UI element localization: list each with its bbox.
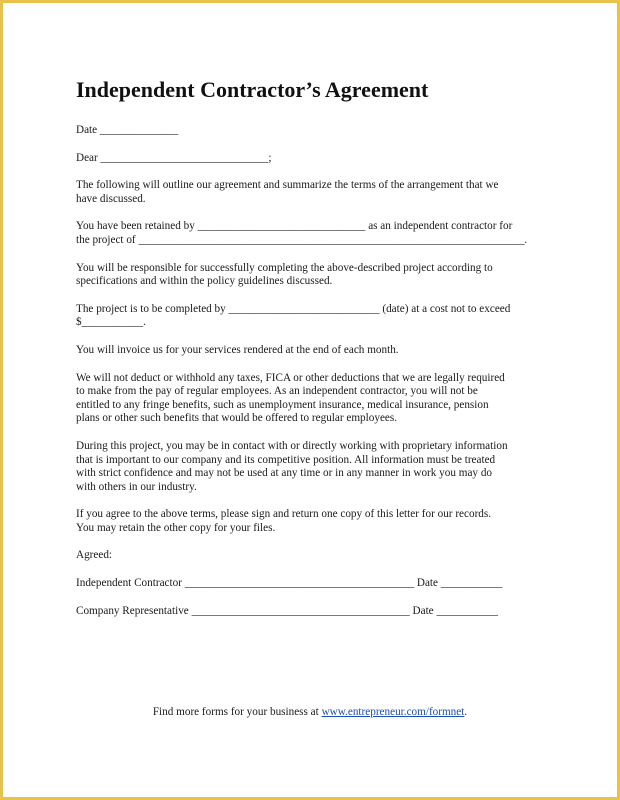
responsibility-paragraph: You will be responsible for successfully completing the above-described project according to specifications and within the policy guidelines discussed. bbox=[76, 261, 493, 288]
dear-line: Dear ______________________________; bbox=[76, 151, 272, 164]
confidentiality-paragraph: During this project, you may be in contact with or directly working with proprietary information that is important to our company and its competitive position. All information must be treated with strict confidence and may not be used at any time or in any manner in work you may do with others in our industry. bbox=[76, 439, 508, 493]
date-line: Date ______________ bbox=[76, 124, 179, 136]
deductions-paragraph: We will not deduct or withhold any taxes, FICA or other deductions that we are legally required to make from the pay of regular employees. As an independent contractor, you will not be entitled to any fringe benefits, such as unemployment insurance, medical insurance, pension plans or other such benefits that would be offered to regular employees. bbox=[76, 371, 505, 425]
footer bbox=[0, 705, 620, 719]
document-title: Independent Contractor’s Agreement bbox=[76, 77, 429, 102]
footer-link[interactable]: www.entrepreneur.com/formnet bbox=[321, 706, 465, 718]
intro-paragraph: The following will outline our agreement and summarize the terms of the arrangement that we have discussed. bbox=[76, 179, 499, 205]
company-signature-line: Company Representative _______________________________________ Date ___________ bbox=[76, 604, 498, 617]
invoice-paragraph: You will invoice us for your services rendered at the end of each month. bbox=[76, 343, 399, 356]
document-page bbox=[76, 76, 546, 618]
retained-line-2: the project of _____________________________________________________________________. bbox=[76, 233, 528, 246]
project-line-1: The project is to be completed by ___________________________ (date) at a cost not to exceed bbox=[76, 302, 511, 315]
project-paragraph bbox=[76, 303, 546, 330]
retained-line-1: You have been retained by ______________________________ as an independent contractor for bbox=[76, 220, 513, 233]
agreement-instructions-paragraph: If you agree to the above terms, please sign and return one copy of this letter for our records. You may retain the other copy for your files. bbox=[76, 508, 492, 534]
footer-period: . bbox=[464, 706, 468, 718]
project-line-2: $___________. bbox=[76, 316, 146, 329]
retained-paragraph bbox=[76, 220, 546, 247]
contractor-signature-line: Independent Contractor _________________________________________ Date ___________ bbox=[76, 577, 503, 590]
agreed-label: Agreed: bbox=[76, 549, 113, 562]
footer-text: Find more forms for your business at bbox=[152, 706, 322, 718]
